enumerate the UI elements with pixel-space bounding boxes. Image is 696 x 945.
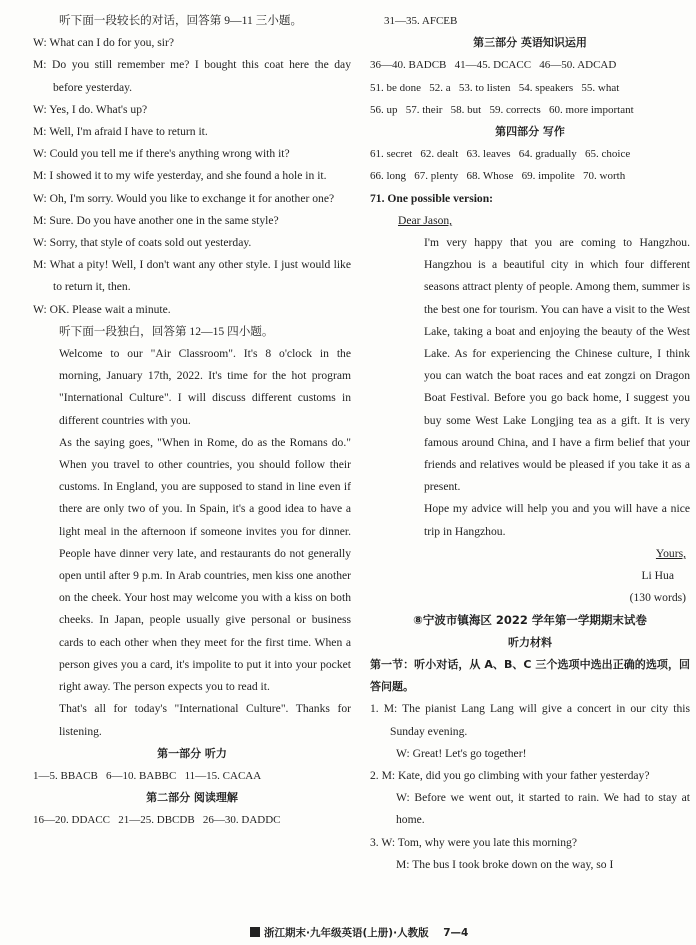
- right-column: [370, 10, 690, 876]
- part4-answers: 66. long 67. plenty 68. Whose 69. impolite 70. worth: [370, 170, 626, 183]
- dialogue-line: W: Oh, I'm sorry. Would you like to exchange it for another one?: [33, 191, 335, 205]
- part3-heading: 第三部分 英语知识运用: [473, 36, 587, 50]
- dialogue-line: M: What a pity! Well, I don't want any other style. I just would like to return it, then.: [33, 258, 351, 294]
- listening-item: 3. W: Tom, why were you late this morning?: [370, 835, 577, 849]
- part3-answers: 56. up 57. their 58. but 59. corrects 60. more important: [370, 103, 634, 116]
- listening-intro-12-15: 听下面一段独白，回答第 12—15 四小题。: [59, 324, 274, 338]
- writing-version-label: 71. One possible version:: [370, 191, 494, 205]
- exam-title: ⑧宁波市镇海区 2022 学年第一学期期末试卷: [413, 613, 647, 628]
- footer-square-icon: [250, 927, 260, 937]
- part4-answers: 61. secret 62. dealt 63. leaves 64. gradually 65. choice: [370, 148, 631, 161]
- letter-salutation: Dear Jason,: [398, 213, 453, 227]
- part3-answers: 51. be done 52. a 53. to listen 54. speakers 55. what: [370, 81, 620, 94]
- monologue-paragraph: Welcome to our "Air Classroom". It's 8 o'clock in the morning, January 17th, 2022. It's time for the hot program "International Culture". I will discuss different customs in different countries with you.: [59, 347, 351, 427]
- dialogue-line: W: OK. Please wait a minute.: [33, 302, 171, 316]
- listening-item: W: Before we went out, it started to rain. We had to stay at home.: [396, 791, 690, 827]
- monologue-paragraph: As the saying goes, "When in Rome, do as the Romans do." When you travel to other countries, you should follow their customs. In England, you are supposed to stand in line even if there are only two of you. In Spain, it's a good idea to have a light meal in the afternoon if someone invites you for dinner. People have dinner very late, and restaurants do not generally open until after 9 p.m. In Arab countries, men kiss one another on the cheek. Your host may welcome you with a kiss on both cheeks. In Japan, people usually give personal or business cards to each other when they meet for the first time. When a person gives you a card, it's impolite to put it into your pocket right away. The person expects you to read it.: [59, 435, 351, 694]
- part4-heading: 第四部分 写作: [495, 125, 565, 139]
- sample-letter: [370, 210, 690, 610]
- word-count: (130 words): [629, 591, 686, 605]
- monologue-paragraph: That's all for today's "International Culture". Thanks for listening.: [59, 702, 351, 738]
- part3-answers: 36—40. BADCB 41—45. DCACC 46—50. ADCAD: [370, 59, 617, 72]
- part1-heading: 第一部分 听力: [157, 746, 227, 760]
- part2-answers: 16—20. DDACC 21—25. DBCDB 26—30. DADDC: [33, 814, 281, 827]
- dialogue-line: W: Sorry, that style of coats sold out yesterday.: [33, 236, 252, 250]
- part1-answers: 1—5. BBACB 6—10. BABBC 11—15. CACAA: [33, 769, 262, 782]
- letter-paragraph: Hope my advice will help you and you will have a nice trip in Hangzhou.: [424, 502, 690, 538]
- dialogue-line: M: I showed it to my wife yesterday, and she found a hole in it.: [33, 169, 327, 183]
- footer-title: 浙江期末·九年级英语(上册)·人教版: [264, 927, 429, 939]
- dialogue-line: M: Well, I'm afraid I have to return it.: [33, 125, 208, 139]
- page-footer: [250, 925, 468, 940]
- left-column: [33, 10, 351, 832]
- dialogue-line: M: Sure. Do you have another one in the same style?: [33, 213, 279, 227]
- dialogue-line: M: Do you still remember me? I bought this coat here the day before yesterday.: [33, 58, 351, 94]
- listening-item: 2. M: Kate, did you go climbing with your father yesterday?: [370, 768, 650, 782]
- listening-item: 1. M: The pianist Lang Lang will give a concert in our city this Sunday evening.: [370, 702, 690, 738]
- dialogue-line: W: Yes, I do. What's up?: [33, 102, 148, 116]
- dialogue-line: W: What can I do for you, sir?: [33, 36, 175, 50]
- dialogue-line: W: Could you tell me if there's anything wrong with it?: [33, 147, 290, 161]
- exam-subtitle: 听力材料: [508, 635, 552, 649]
- listening-item: M: The bus I took broke down on the way, so I: [396, 857, 614, 871]
- letter-signature: Li Hua: [641, 569, 674, 583]
- monologue-12-15: [33, 343, 351, 743]
- page-number: 7—4: [443, 927, 469, 939]
- letter-closing: Yours,: [655, 546, 686, 560]
- letter-paragraph: I'm very happy that you are coming to Hangzhou. Hangzhou is a beautiful city in which four different seasons attract plenty of people. Among them, summer is the best one for tourism. You can have a visit to the West Lake, taking a boat and enjoying the beauty of the West Lake. As for experiencing the Chinese culture, I think you can watch the boat races and eat zongzi on Dragon Boat Festival. Before you go back home, I suggest you buy some West Lake Longjing tea as a gift. It is very famous around China, and I have a firm belief that your friends and relatives would be pleased if you take it as a present.: [424, 236, 690, 494]
- part2-heading: 第二部分 阅读理解: [146, 791, 238, 805]
- section1-instructions: 第一节：听小对话，从 A、B、C 三个选项中选出正确的选项，回答问题。: [370, 657, 690, 694]
- part2-answers-cont: 31—35. AFCEB: [384, 15, 458, 27]
- dialogue-9-11: [33, 32, 351, 321]
- listening-intro-9-11: 听下面一段较长的对话，回答第 9—11 三小题。: [59, 14, 303, 27]
- listening-item: W: Great! Let's go together!: [396, 746, 527, 760]
